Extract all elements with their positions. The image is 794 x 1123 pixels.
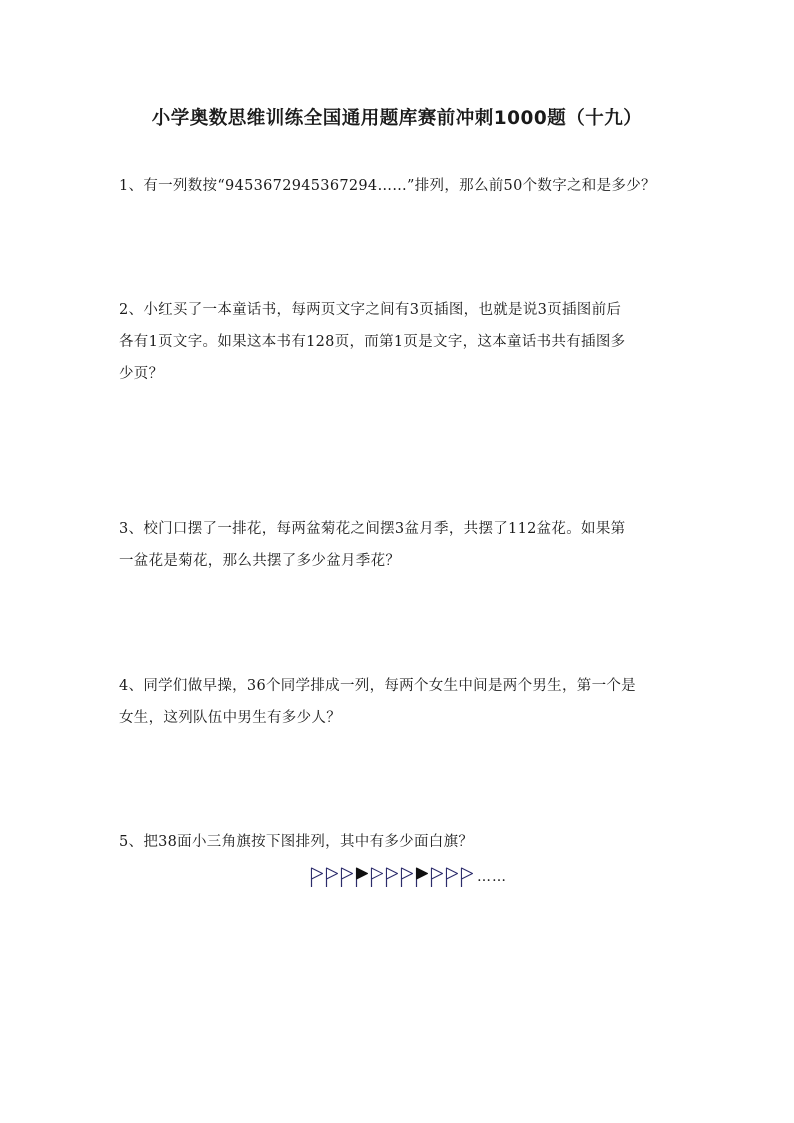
black-flag-icon (415, 866, 429, 888)
white-flag-icon (385, 866, 399, 888)
flag-sequence-figure (310, 866, 507, 888)
flag-ellipsis: …… (477, 869, 507, 885)
white-flag-icon (460, 866, 474, 888)
question-4 (119, 670, 681, 734)
white-flag-icon (340, 866, 354, 888)
white-flag-icon (445, 866, 459, 888)
question-line: 5、把38面小三角旗按下图排列，其中有多少面白旗？ (119, 834, 474, 850)
question-line: 女生，这列队伍中男生有多少人？ (119, 710, 341, 726)
question-line: 4、同学们做早操，36个同学排成一列，每两个女生中间是两个男生，第一个是 (119, 678, 636, 694)
question-line: 一盆花是菊花，那么共摆了多少盆月季花？ (119, 553, 401, 569)
white-flag-icon (430, 866, 444, 888)
white-flag-icon (310, 866, 324, 888)
question-1 (119, 170, 681, 202)
question-line: 2、小红买了一本童话书，每两页文字之间有3页插图，也就是说3页插图前后 (119, 302, 622, 318)
black-flag-icon (355, 866, 369, 888)
white-flag-icon (400, 866, 414, 888)
page-title: 小学奥数思维训练全国通用题库赛前冲刺1000题（十九） (151, 108, 643, 129)
white-flag-icon (370, 866, 384, 888)
question-5 (119, 826, 681, 858)
question-3 (119, 513, 681, 577)
question-line: 各有1页文字。如果这本书有128页，而第1页是文字，这本童话书共有插图多 (119, 334, 626, 350)
white-flag-icon (325, 866, 339, 888)
question-line: 1、有一列数按“9453672945367294……”排列，那么前50个数字之和是多少？ (119, 178, 656, 194)
question-line: 3、校门口摆了一排花，每两盆菊花之间摆3盆月季，共摆了112盆花。如果第 (119, 521, 626, 537)
question-2 (119, 294, 681, 390)
question-line: 少页？ (119, 366, 164, 382)
